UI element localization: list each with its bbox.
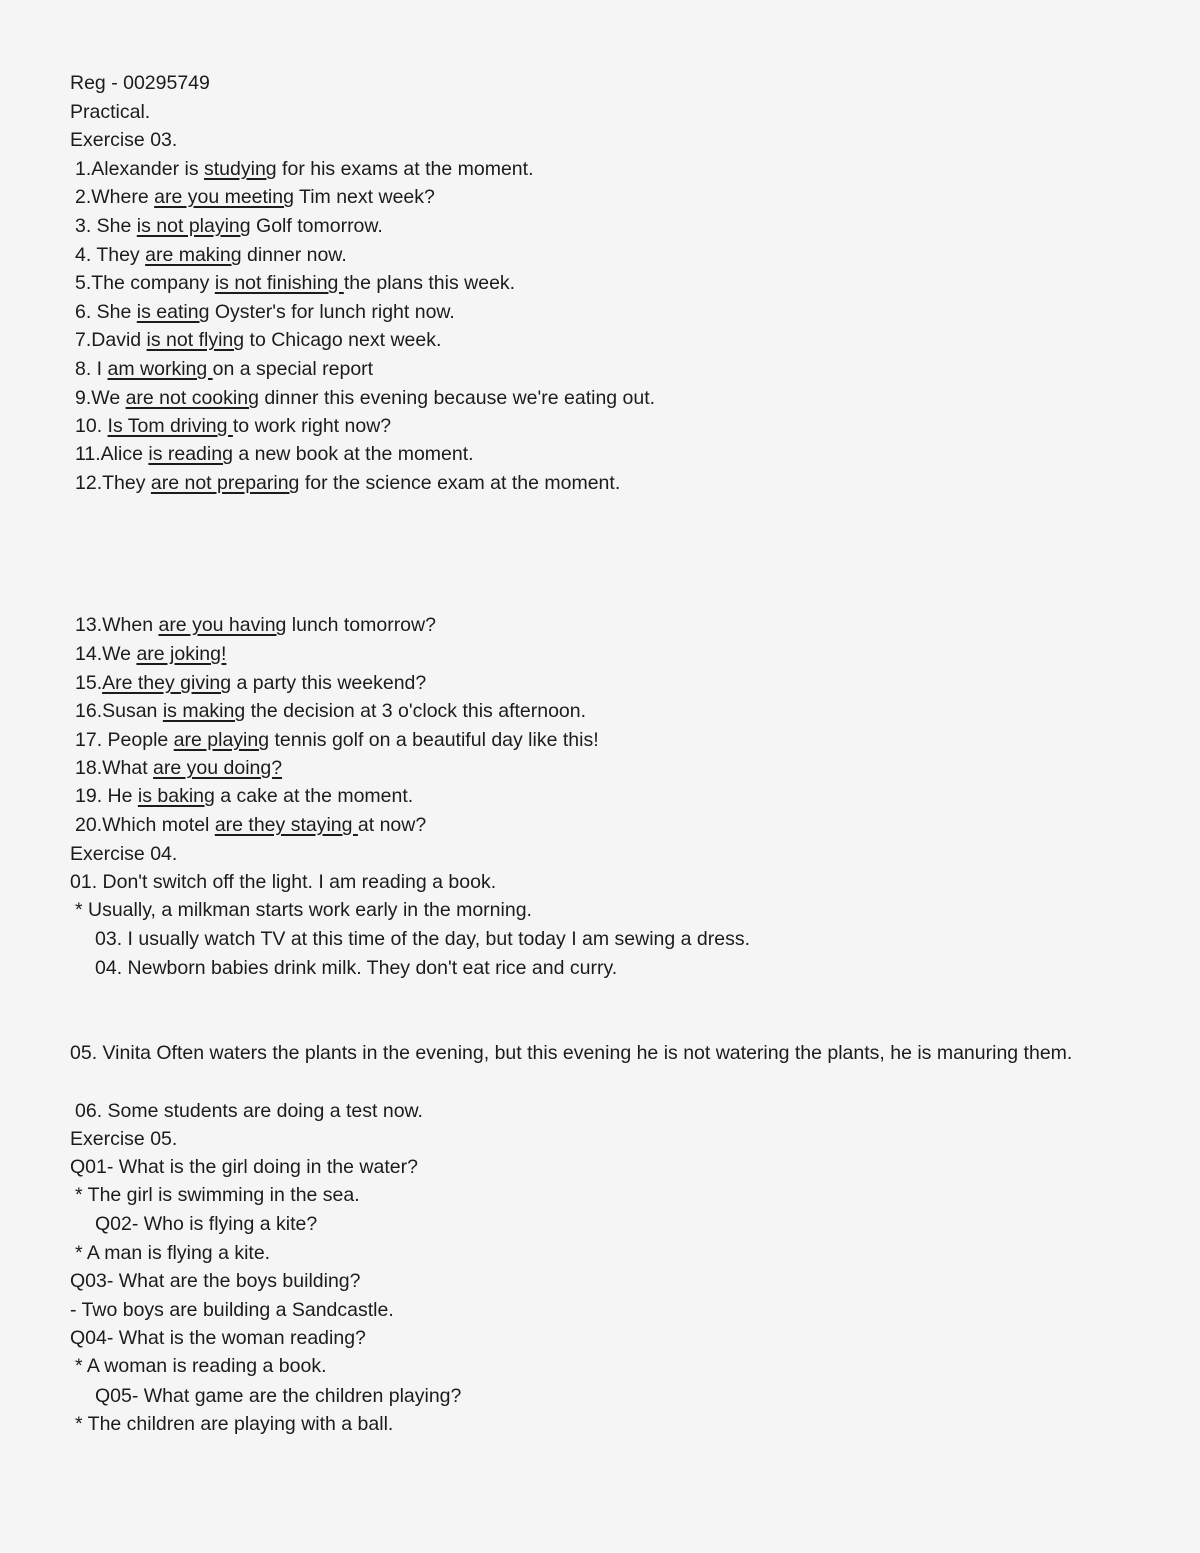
answer-underlined: are not cooking	[125, 387, 259, 409]
ex05-question: Q03- What are the boys building?	[70, 1270, 361, 1292]
ex03-item: 3. She is not playing Golf tomorrow.	[75, 215, 383, 237]
practical-heading: Practical.	[70, 101, 151, 123]
answer-underlined: is reading	[148, 443, 233, 465]
ex03-item: 10. Is Tom driving to work right now?	[75, 415, 392, 437]
answer-underlined: are they staying	[214, 814, 358, 836]
ex05-question: Q04- What is the woman reading?	[70, 1327, 366, 1349]
ex03-item: 6. She is eating Oyster's for lunch right now.	[75, 301, 455, 323]
ex05-question: Q01- What is the girl doing in the water?	[70, 1156, 418, 1178]
ex03-item: 15.Are they giving a party this weekend?	[75, 672, 427, 694]
reg-number: Reg - 00295749	[70, 72, 210, 94]
ex03-item: 12.They are not preparing for the science exam at the moment.	[75, 472, 621, 494]
ex04-item: * Usually, a milkman starts work early in the morning.	[75, 899, 532, 921]
answer-underlined: studying	[204, 158, 277, 180]
ex04-item: 05. Vinita Often waters the plants in the evening, but this evening he is not watering the plants, he is manuring them.	[70, 1042, 1073, 1064]
ex03-item: 2.Where are you meeting Tim next week?	[75, 186, 435, 208]
exercise-04-title: Exercise 04.	[70, 843, 178, 865]
ex03-item: 14.We are joking!	[75, 643, 227, 665]
ex05-answer: * A woman is reading a book.	[75, 1355, 327, 1377]
ex03-item: 18.What are you doing?	[75, 757, 283, 779]
ex03-item: 1.Alexander is studying for his exams at the moment.	[75, 158, 534, 180]
ex03-item: 8. I am working on a special report	[75, 358, 374, 380]
answer-underlined: are you having	[158, 614, 287, 636]
ex05-answer: * The children are playing with a ball.	[75, 1413, 394, 1435]
answer-underlined: is eating	[136, 301, 210, 323]
answer-underlined: is making	[162, 700, 246, 722]
answer-underlined: Is Tom driving	[107, 415, 233, 437]
ex03-item: 13.When are you having lunch tomorrow?	[75, 614, 436, 636]
exercise-03-title: Exercise 03.	[70, 129, 178, 151]
ex05-answer: * A man is flying a kite.	[75, 1242, 271, 1264]
ex03-item: 17. People are playing tennis golf on a beautiful day like this!	[75, 729, 599, 751]
answer-underlined: is baking	[137, 785, 215, 807]
ex03-item: 20.Which motel are they staying at now?	[75, 814, 427, 836]
answer-underlined: are playing	[173, 729, 270, 751]
ex05-answer: * The girl is swimming in the sea.	[75, 1184, 360, 1206]
ex05-question: Q05- What game are the children playing?	[95, 1385, 462, 1407]
answer-underlined: Are they giving	[102, 672, 232, 694]
answer-underlined: are you doing?	[153, 757, 283, 779]
exercise-05-title: Exercise 05.	[70, 1128, 178, 1150]
ex03-item: 4. They are making dinner now.	[75, 244, 347, 266]
answer-underlined: are joking!	[136, 643, 227, 665]
ex03-item: 9.We are not cooking dinner this evening because we're eating out.	[75, 387, 656, 409]
ex05-answer: - Two boys are building a Sandcastle.	[70, 1299, 394, 1321]
ex04-item: 01. Don't switch off the light. I am reading a book.	[70, 871, 497, 893]
ex04-item: 04. Newborn babies drink milk. They don't eat rice and curry.	[95, 957, 618, 979]
ex03-item: 16.Susan is making the decision at 3 o'clock this afternoon.	[75, 700, 587, 722]
answer-underlined: is not flying	[146, 329, 245, 351]
ex03-item: 11.Alice is reading a new book at the moment.	[75, 443, 474, 465]
ex05-question: Q02- Who is flying a kite?	[95, 1213, 318, 1235]
answer-underlined: are making	[145, 244, 242, 266]
ex04-item: 06. Some students are doing a test now.	[75, 1100, 423, 1122]
ex03-item: 19. He is baking a cake at the moment.	[75, 785, 414, 807]
ex03-item: 5.The company is not finishing the plans this week.	[75, 272, 516, 294]
answer-underlined: are not preparing	[150, 472, 300, 494]
answer-underlined: are you meeting	[154, 186, 294, 208]
ex03-item: 7.David is not flying to Chicago next week.	[75, 329, 442, 351]
answer-underlined: is not playing	[136, 215, 251, 237]
ex04-item: 03. I usually watch TV at this time of the day, but today I am sewing a dress.	[95, 928, 751, 950]
answer-underlined: am working	[107, 358, 213, 380]
answer-underlined: is not finishing	[214, 272, 344, 294]
